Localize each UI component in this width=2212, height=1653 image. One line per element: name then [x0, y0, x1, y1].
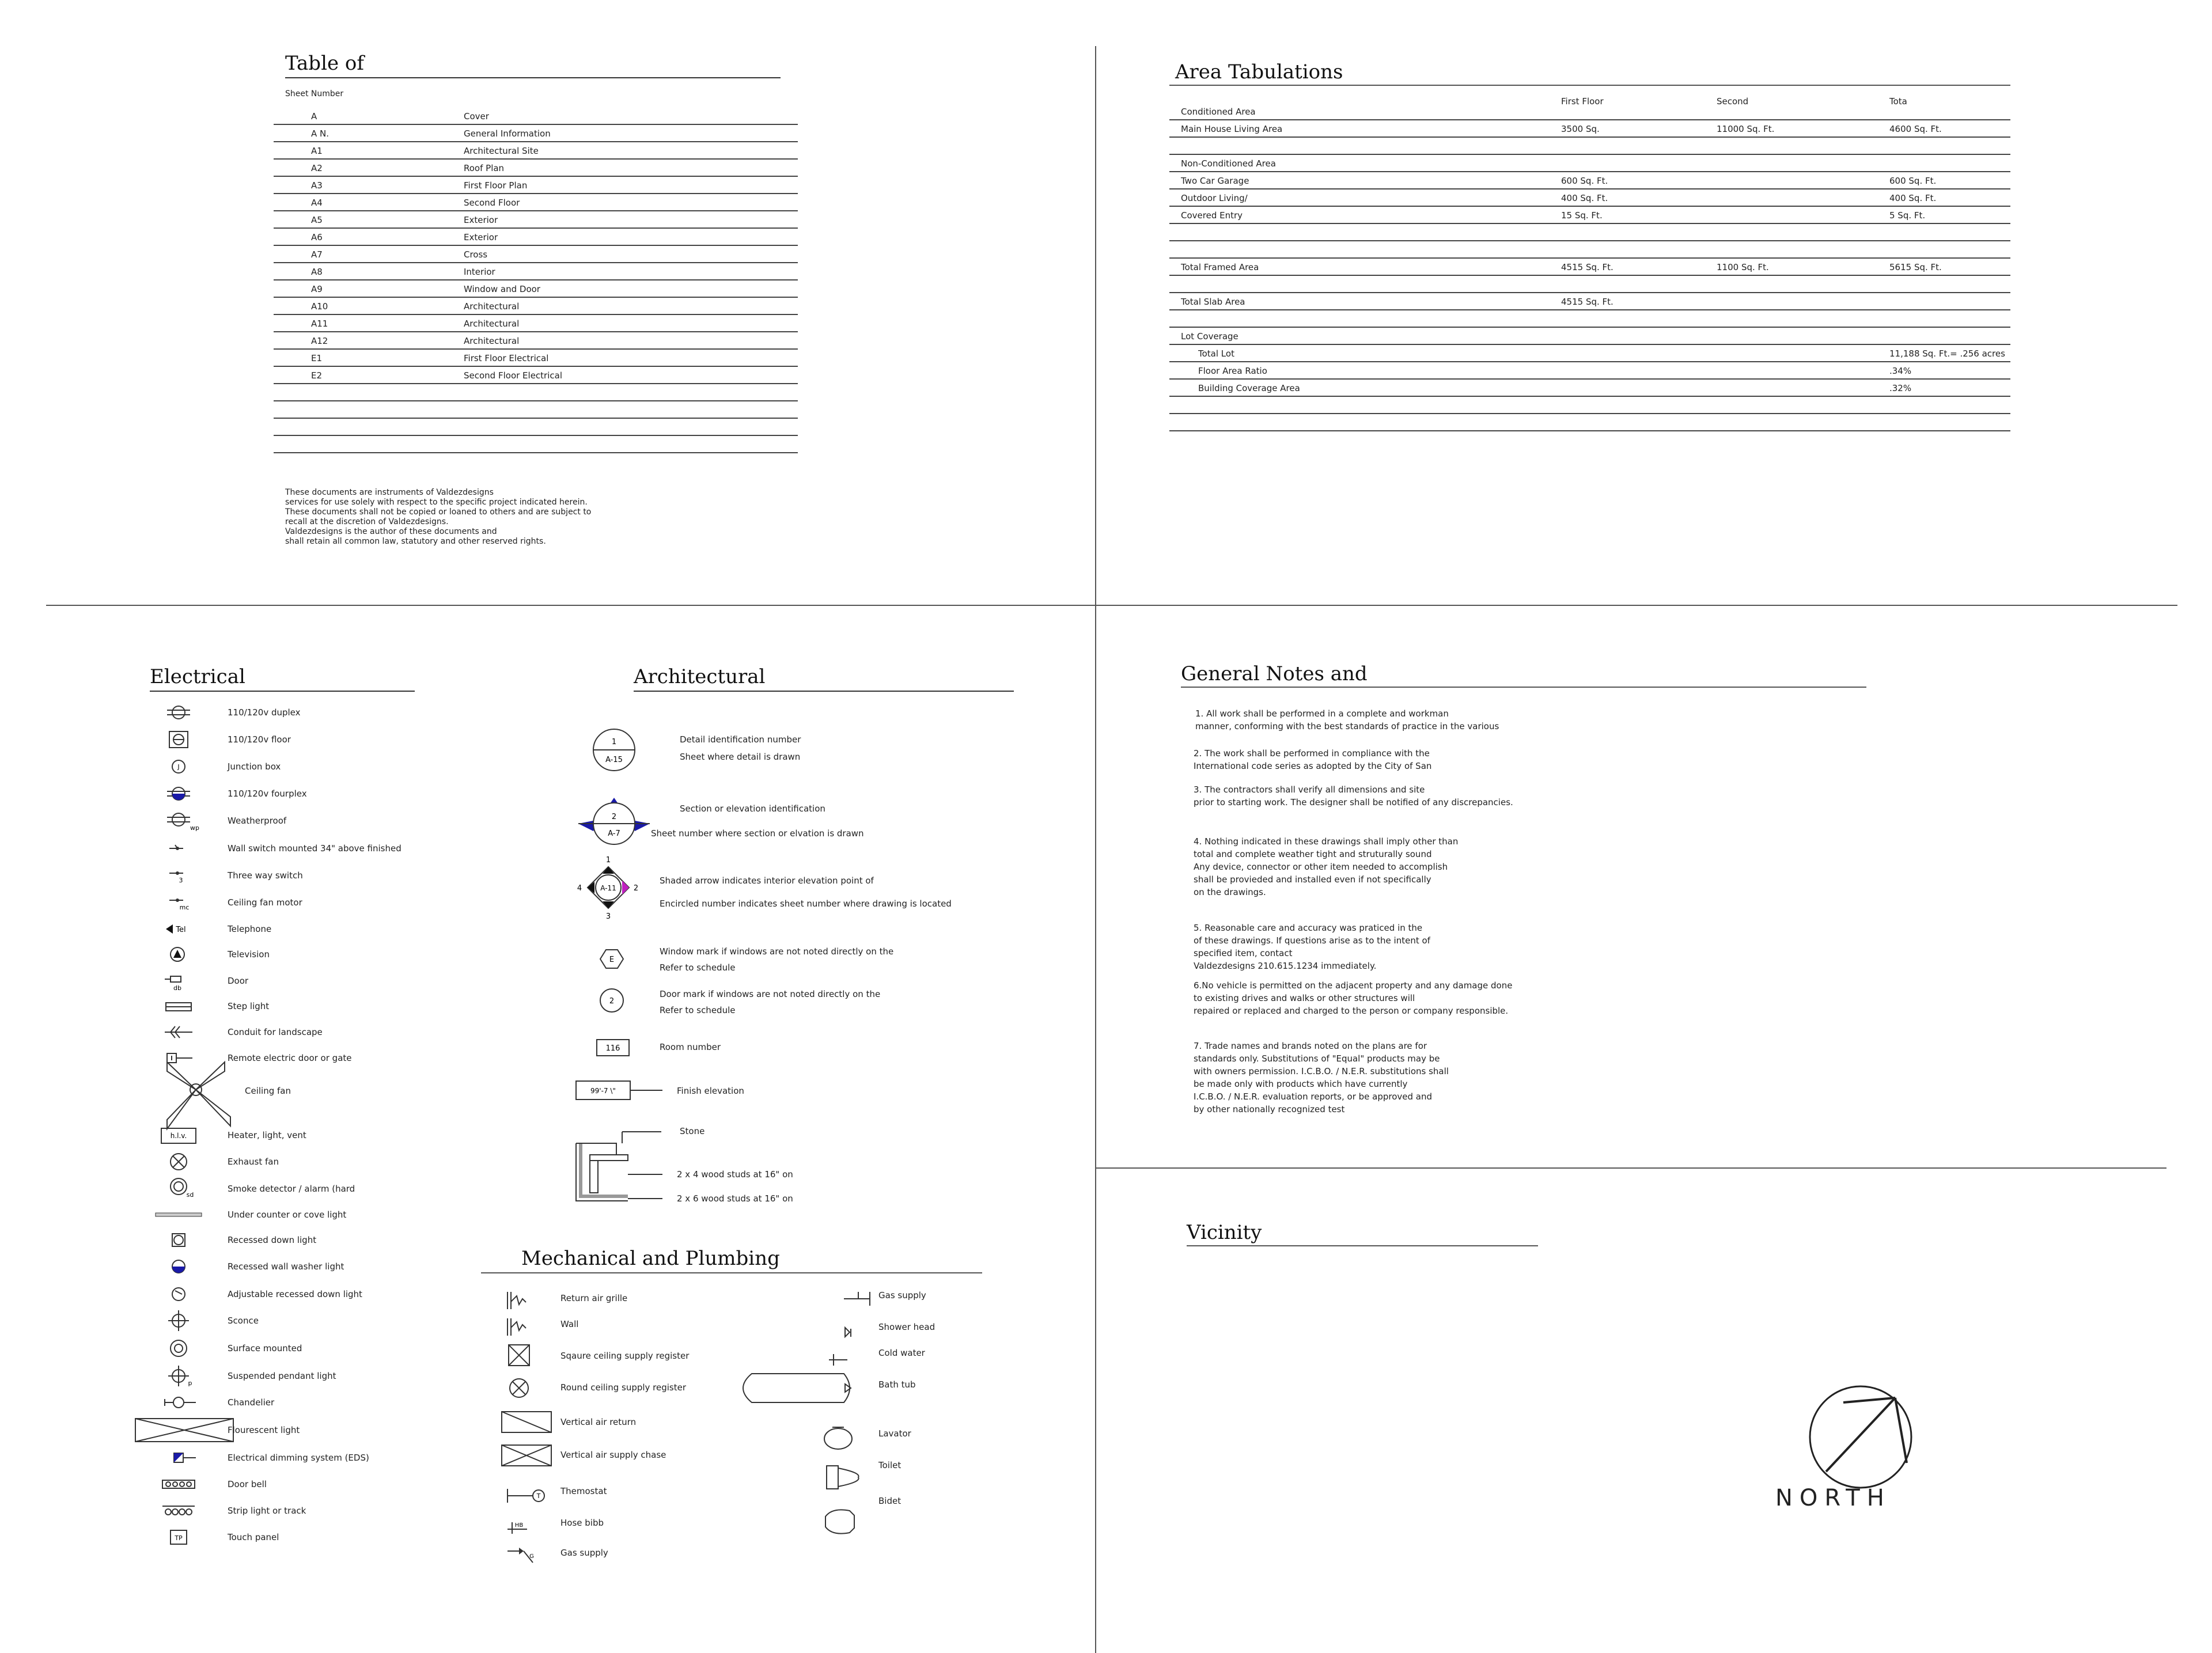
section-sheet: A-7 [608, 829, 620, 838]
toc-sheet-title: First Floor Electrical [464, 353, 549, 363]
architectural-symbols [570, 665, 1025, 1207]
electrical-legend-label: Smoke detector / alarm (hard [228, 1184, 355, 1194]
toc-sheet-title: Second Floor Electrical [464, 370, 562, 381]
floor-outlet-icon [158, 727, 216, 753]
electrical-legend-label: Three way switch [228, 870, 303, 881]
area-cell: Floor Area Ratio [1198, 366, 1267, 376]
conduit-icon [158, 1019, 216, 1046]
toc-sheet-number: A4 [311, 198, 323, 208]
door-bell-icon [158, 1472, 216, 1498]
toc-sheet-number: A12 [311, 336, 328, 346]
dimming-system-icon [158, 1445, 216, 1472]
stud4-label: 2 x 4 wood studs at 16" on [677, 1169, 793, 1180]
plumbing-label: Bath tub [878, 1379, 916, 1390]
round-supply-register-icon [510, 1379, 528, 1397]
toc-row [274, 348, 798, 367]
stud6-label: 2 x 6 wood studs at 16" on [677, 1193, 793, 1204]
bidet-icon [825, 1510, 854, 1533]
fourplex-outlet-icon [158, 781, 216, 807]
toc-sheet-number: A5 [311, 215, 323, 225]
gas-supply-left-icon [507, 1548, 534, 1563]
toc-row [274, 124, 798, 142]
area-cell: Total Lot [1198, 348, 1234, 359]
electrical-legend-label: Television [228, 949, 270, 960]
area-cell: .32% [1889, 383, 1912, 393]
toc-row [274, 210, 798, 229]
toc-disclaimer [285, 488, 591, 547]
pendant-light-icon [158, 1363, 216, 1390]
disclaimer-line: shall retain all common law, statutory and other reserved rights. [285, 537, 546, 546]
toc-sheet-number: A7 [311, 249, 323, 260]
svg-text:J: J [177, 763, 180, 771]
electrical-legend-label: Suspended pendant light [228, 1371, 336, 1381]
stone-label: Stone [680, 1126, 705, 1136]
mechanical-label: Gas supply [560, 1548, 608, 1558]
svg-text:1: 1 [605, 856, 611, 865]
electrical-section [112, 665, 435, 1598]
television-icon [158, 942, 216, 968]
electrical-legend-label: 110/120v floor [228, 734, 291, 745]
mechanical-section [481, 1247, 1028, 1593]
toc-row [274, 158, 798, 177]
toc-row [274, 107, 798, 125]
toc-sheet-number: A9 [311, 284, 323, 294]
mechanical-label: Vertical air return [560, 1417, 637, 1427]
toc-sheet-title: Architectural [464, 336, 520, 346]
electrical-legend-label: 110/120v duplex [228, 707, 301, 718]
toc-row [274, 176, 798, 194]
svg-text:116: 116 [605, 1044, 620, 1053]
toc-title: Table of [285, 52, 781, 78]
area-row [1169, 188, 2010, 207]
area-cell: 4600 Sq. Ft. [1889, 124, 1942, 134]
area-row [1169, 378, 2010, 397]
toc-row [274, 297, 798, 315]
adjustable-recessed-icon [158, 1282, 216, 1308]
fluorescent-light-icon [112, 1417, 170, 1444]
area-cell: 11,188 Sq. Ft.= .256 acres [1889, 348, 2005, 359]
window-mark-icon [600, 950, 623, 968]
toc-row [274, 262, 798, 280]
area-row [1169, 257, 2010, 276]
toilet-icon [827, 1466, 859, 1489]
smoke-detector-icon [158, 1176, 216, 1203]
toc-sheet-number: E2 [311, 370, 323, 381]
area-row [1169, 240, 2010, 259]
area-cell: 400 Sq. Ft. [1889, 193, 1937, 203]
plumbing-label: Lavator [878, 1428, 911, 1439]
section-label-1: Section or elevation identification [680, 803, 825, 814]
disclaimer-line: services for use solely with respect to the specific project indicated herein. [285, 498, 588, 507]
electrical-legend-label: Chandelier [228, 1397, 275, 1408]
section-label-2: Sheet number where section or elvation is drawn [651, 828, 864, 839]
electrical-legend-label: Telephone [228, 924, 272, 934]
toc-sheet-number: A11 [311, 319, 328, 329]
svg-text:G: G [529, 1553, 534, 1560]
area-cell: Covered Entry [1181, 210, 1243, 221]
toc-row [274, 279, 798, 298]
area-row [1169, 102, 2010, 120]
sheet-divider-right [1095, 1167, 2166, 1169]
vertical-air-return-icon [502, 1412, 551, 1432]
svg-text:mc: mc [179, 904, 190, 911]
toc-sheet-title: Architectural [464, 301, 520, 312]
detail-label-1: Detail identification number [680, 734, 801, 745]
area-row [1169, 171, 2010, 189]
room-label: Room number [660, 1042, 721, 1052]
electrical-legend-label: Under counter or cove light [228, 1210, 347, 1220]
lavatory-icon [824, 1427, 852, 1449]
svg-text:Tel: Tel [176, 926, 186, 934]
electrical-legend-label: Surface mounted [228, 1343, 302, 1354]
plumbing-label: Bidet [878, 1496, 902, 1506]
wall-washer-icon [158, 1254, 216, 1280]
cold-water-icon [829, 1354, 847, 1366]
three-way-switch-icon [158, 863, 216, 889]
area-col-first: First Floor [1561, 96, 1604, 107]
electrical-legend-label: Ceiling fan motor [228, 897, 302, 908]
toc-row [274, 331, 798, 350]
svg-text:2: 2 [633, 884, 639, 893]
window-label-1: Window mark if windows are not noted directly on the [660, 946, 894, 957]
toc-sheet-title: Exterior [464, 232, 498, 242]
notes-section [1181, 662, 1872, 1123]
toc-section [274, 52, 798, 570]
electrical-legend-label: Wall switch mounted 34" above finished [228, 843, 402, 854]
area-cell: Total Framed Area [1181, 262, 1259, 272]
area-row [1169, 327, 2010, 345]
toc-row [274, 193, 798, 211]
telephone-icon [158, 916, 216, 943]
toc-sheet-number: A3 [311, 180, 323, 191]
toc-header: Sheet Number [285, 89, 344, 98]
detail-bubble-icon [593, 729, 635, 771]
svg-text:HB: HB [514, 1522, 524, 1529]
area-cell: 600 Sq. Ft. [1561, 176, 1608, 186]
section-number: 2 [611, 813, 617, 821]
area-row [1169, 344, 2010, 362]
touch-panel-icon [158, 1525, 216, 1551]
section-marker-icon [578, 798, 650, 844]
cove-light-icon [158, 1202, 216, 1229]
svg-text:h.l.v.: h.l.v. [170, 1132, 187, 1140]
vicinity-title-rule [1187, 1245, 1538, 1246]
disclaimer-line: These documents shall not be copied or loaned to others and are subject to [285, 507, 592, 517]
mechanical-label: Themostat [560, 1486, 607, 1496]
electrical-legend-label: Weatherproof [228, 816, 287, 826]
area-row [1169, 119, 2010, 138]
gas-supply-right-icon [844, 1292, 870, 1306]
general-note: 5. Reasonable care and accuracy was praticed in the of these drawings. If questions arise as to the intent of specified item, contact Valdezdesigns 210.615.1234 immediately. [1194, 923, 1430, 971]
area-row [1169, 413, 2010, 431]
toc-sheet-title: Architectural Site [464, 146, 539, 156]
toc-sheet-number: A6 [311, 232, 323, 242]
toc-row [274, 245, 798, 263]
toc-sheet-number: A [311, 111, 317, 122]
toc-sheet-number: E1 [311, 353, 323, 363]
area-row [1169, 396, 2010, 414]
step-light-icon [158, 994, 216, 1020]
svg-text:E: E [609, 956, 615, 964]
svg-text:TP: TP [175, 1534, 183, 1542]
area-cell: 11000 Sq. Ft. [1717, 124, 1775, 134]
sheet-divider-horizontal [46, 605, 2177, 606]
toc-sheet-title: Exterior [464, 215, 498, 225]
toc-sheet-title: Interior [464, 267, 495, 277]
disclaimer-line: These documents are instruments of Valdezdesigns [285, 488, 494, 497]
bath-tub-icon [743, 1374, 851, 1402]
area-cell: Outdoor Living/ [1181, 193, 1248, 203]
toc-sheet-title: Cross [464, 249, 488, 260]
general-note: 4. Nothing indicated in these drawings shall imply other than total and complete weather tight and struturally sound Any device, connector or other item needed to accomplish shall be provieded and installed even if not specifically on the drawings. [1194, 836, 1459, 897]
general-note: 7. Trade names and brands noted on the plans are for standards only. Substitutions of "Equal" products may be with owners permission. I.C.B.O. / N.E.R. substitutions shall be made only with products which have currently I.C.B.O. / N.E.R. evaluation reports, or be approved and by other nationally recognized test [1194, 1041, 1449, 1114]
area-cell: Building Coverage Area [1198, 383, 1300, 393]
door-label-1: Door mark if windows are not noted directly on the [660, 989, 881, 999]
area-title-rule [1169, 85, 2010, 86]
mechanical-label: Round ceiling supply register [560, 1382, 687, 1393]
toc-sheet-number: A N. [311, 128, 329, 139]
interior-label-1: Shaded arrow indicates interior elevation point of [660, 875, 874, 886]
svg-text:T: T [536, 1492, 541, 1500]
electrical-legend-label: Sconce [228, 1315, 259, 1326]
plumbing-label: Cold water [878, 1348, 925, 1358]
mechanical-label: Wall [560, 1319, 579, 1329]
door-bell-switch-icon [158, 968, 216, 995]
svg-text:p: p [188, 1379, 192, 1387]
mechanical-title: Mechanical and Plumbing [521, 1247, 780, 1270]
svg-text:db: db [173, 984, 181, 992]
vicinity-section [1187, 1221, 2051, 1595]
plumbing-label: Toilet [878, 1460, 902, 1470]
area-col-second: Second [1717, 96, 1749, 107]
disclaimer-line: recall at the discretion of Valdezdesigns. [285, 517, 449, 526]
north-label: NORTH [1775, 1485, 1891, 1511]
area-cell: Lot Coverage [1181, 331, 1238, 342]
area-cell: Conditioned Area [1181, 107, 1256, 117]
interior-elevation-icon [577, 856, 638, 921]
finish-elevation-icon [576, 1081, 662, 1100]
svg-text:4: 4 [577, 884, 582, 893]
electrical-legend-label: Recessed wall washer light [228, 1261, 344, 1272]
exhaust-fan-icon [158, 1149, 216, 1176]
general-note: 2. The work shall be performed in compliance with the International code series as adopted by the City of San [1194, 748, 1432, 771]
electrical-legend-label: Step light [228, 1001, 270, 1011]
toc-row [274, 141, 798, 160]
thermostat-icon [507, 1489, 544, 1503]
toc-sheet-title: Second Floor [464, 198, 520, 208]
area-cell: 15 Sq. Ft. [1561, 210, 1603, 221]
sheet-divider-vertical-bottom [1095, 605, 1096, 1653]
area-section [1169, 60, 2010, 475]
area-row [1169, 154, 2010, 172]
area-cell: Total Slab Area [1181, 297, 1245, 307]
area-title: Area Tabulations [1175, 60, 1343, 84]
mechanical-label: Vertical air supply chase [560, 1450, 666, 1460]
area-cell: 5 Sq. Ft. [1889, 210, 1926, 221]
svg-text:3: 3 [179, 877, 183, 884]
architectural-title: Architectural [634, 665, 1014, 692]
toc-sheet-title: General Information [464, 128, 551, 139]
interior-label-2: Encircled number indicates sheet number where drawing is located [660, 898, 952, 909]
sheet-divider-vertical-top [1095, 46, 1096, 605]
electrical-legend-label: Door [228, 976, 249, 986]
door-label-2: Refer to schedule [660, 1005, 736, 1015]
general-note: 1. All work shall be performed in a complete and workman manner, conforming with the best standards of practice in the various [1195, 708, 1499, 731]
area-row [1169, 309, 2010, 328]
electrical-legend-label: Strip light or track [228, 1506, 306, 1516]
area-row [1169, 275, 2010, 293]
wall-register-icon [507, 1318, 526, 1336]
wall-section-icon [576, 1132, 662, 1201]
area-cell: 4515 Sq. Ft. [1561, 297, 1613, 307]
plumbing-label: Shower head [878, 1322, 935, 1332]
toc-sheet-title: First Floor Plan [464, 180, 528, 191]
svg-text:2: 2 [609, 997, 615, 1006]
electrical-legend-label: Ceiling fan [245, 1086, 291, 1096]
room-number-icon [597, 1040, 629, 1056]
electrical-legend-label: 110/120v fourplex [228, 788, 307, 799]
window-label-2: Refer to schedule [660, 962, 736, 973]
mechanical-label: Return air grille [560, 1293, 628, 1303]
toc-sheet-number: A10 [311, 301, 328, 312]
area-cell: Two Car Garage [1181, 176, 1249, 186]
area-cell: 3500 Sq. [1561, 124, 1600, 134]
duplex-outlet-icon [158, 700, 216, 726]
area-cell: 5615 Sq. Ft. [1889, 262, 1942, 272]
electrical-legend-label: Touch panel [228, 1532, 279, 1542]
square-supply-register-icon [509, 1345, 529, 1366]
electrical-legend-label: Exhaust fan [228, 1157, 279, 1167]
notes-title: General Notes and [1181, 662, 1368, 685]
electrical-legend-label: Conduit for landscape [228, 1027, 323, 1037]
toc-sheet-title: Architectural [464, 319, 520, 329]
electrical-legend-label: Remote electric door or gate [228, 1053, 352, 1063]
svg-text:sd: sd [186, 1191, 194, 1199]
vertical-air-supply-icon [502, 1445, 551, 1466]
area-row [1169, 361, 2010, 380]
electrical-legend-label: Flourescent light [228, 1425, 300, 1435]
area-row [1169, 292, 2010, 310]
heater-light-vent-icon [158, 1123, 216, 1149]
general-note: 3. The contractors shall verify all dimensions and site prior to starting work. The designer shall be notified of any discrepancies. [1194, 784, 1513, 807]
notes-title-rule [1181, 687, 1866, 688]
sconce-icon [158, 1308, 216, 1334]
area-col-total: Tota [1889, 96, 1907, 107]
ceiling-fan-motor-icon [158, 890, 216, 916]
hose-bibb-icon [507, 1522, 527, 1534]
area-cell: 1100 Sq. Ft. [1717, 262, 1769, 272]
electrical-title: Electrical [150, 665, 415, 692]
svg-text:99'-7 \": 99'-7 \" [590, 1087, 616, 1095]
area-row [1169, 223, 2010, 241]
area-row [1169, 137, 2010, 155]
plumbing-label: Gas supply [878, 1290, 926, 1301]
wall-switch-icon [158, 836, 216, 862]
elevation-label: Finish elevation [677, 1086, 744, 1096]
return-air-grille-icon [507, 1292, 526, 1309]
mechanical-label: Sqaure ceiling supply register [560, 1351, 690, 1361]
electrical-legend-label: Recessed down light [228, 1235, 317, 1245]
electrical-legend-label: Heater, light, vent [228, 1130, 306, 1140]
electrical-legend-label: Door bell [228, 1479, 267, 1489]
area-cell: 400 Sq. Ft. [1561, 193, 1608, 203]
ceiling-fan-icon [153, 1048, 245, 1117]
door-mark-icon [600, 989, 623, 1012]
weatherproof-outlet-icon [158, 808, 216, 835]
area-cell: Main House Living Area [1181, 124, 1283, 134]
vicinity-title: Vicinity [1187, 1221, 1262, 1244]
toc-row [274, 228, 798, 246]
mechanical-label: Hose bibb [560, 1518, 604, 1528]
area-cell: 600 Sq. Ft. [1889, 176, 1937, 186]
chandelier-icon [158, 1390, 216, 1416]
electrical-legend-label: Electrical dimming system (EDS) [228, 1453, 369, 1463]
general-note: 6.No vehicle is permitted on the adjacent property and any damage done to existing drives and walks or other structures will repaired or replaced and charged to the person or company responsible. [1194, 980, 1513, 1016]
disclaimer-line: Valdezdesigns is the author of these documents and [285, 527, 497, 536]
toc-row [274, 314, 798, 332]
shower-head-icon [845, 1328, 851, 1337]
surface-mounted-icon [158, 1336, 216, 1362]
toc-sheet-title: Cover [464, 111, 489, 122]
detail-label-2: Sheet where detail is drawn [680, 752, 801, 762]
strip-light-icon [158, 1498, 216, 1525]
area-cell: 4515 Sq. Ft. [1561, 262, 1613, 272]
area-cell: Non-Conditioned Area [1181, 158, 1276, 169]
architectural-section [570, 665, 1025, 1207]
toc-sheet-number: A2 [311, 163, 323, 173]
interior-sheet: A-11 [600, 884, 616, 892]
svg-text:wp: wp [190, 824, 199, 832]
detail-sheet: A-15 [605, 756, 623, 764]
svg-text:3: 3 [605, 912, 611, 921]
electrical-legend-label: Adjustable recessed down light [228, 1289, 362, 1299]
toc-sheet-title: Window and Door [464, 284, 540, 294]
electrical-legend-label: Junction box [228, 761, 281, 772]
detail-number: 1 [611, 738, 617, 746]
recessed-light-icon [158, 1227, 216, 1254]
toc-sheet-number: A1 [311, 146, 323, 156]
toc-sheet-number: A8 [311, 267, 323, 277]
area-row [1169, 206, 2010, 224]
area-cell: .34% [1889, 366, 1912, 376]
junction-box-icon [158, 754, 216, 780]
toc-sheet-title: Roof Plan [464, 163, 505, 173]
toc-row [274, 366, 798, 384]
